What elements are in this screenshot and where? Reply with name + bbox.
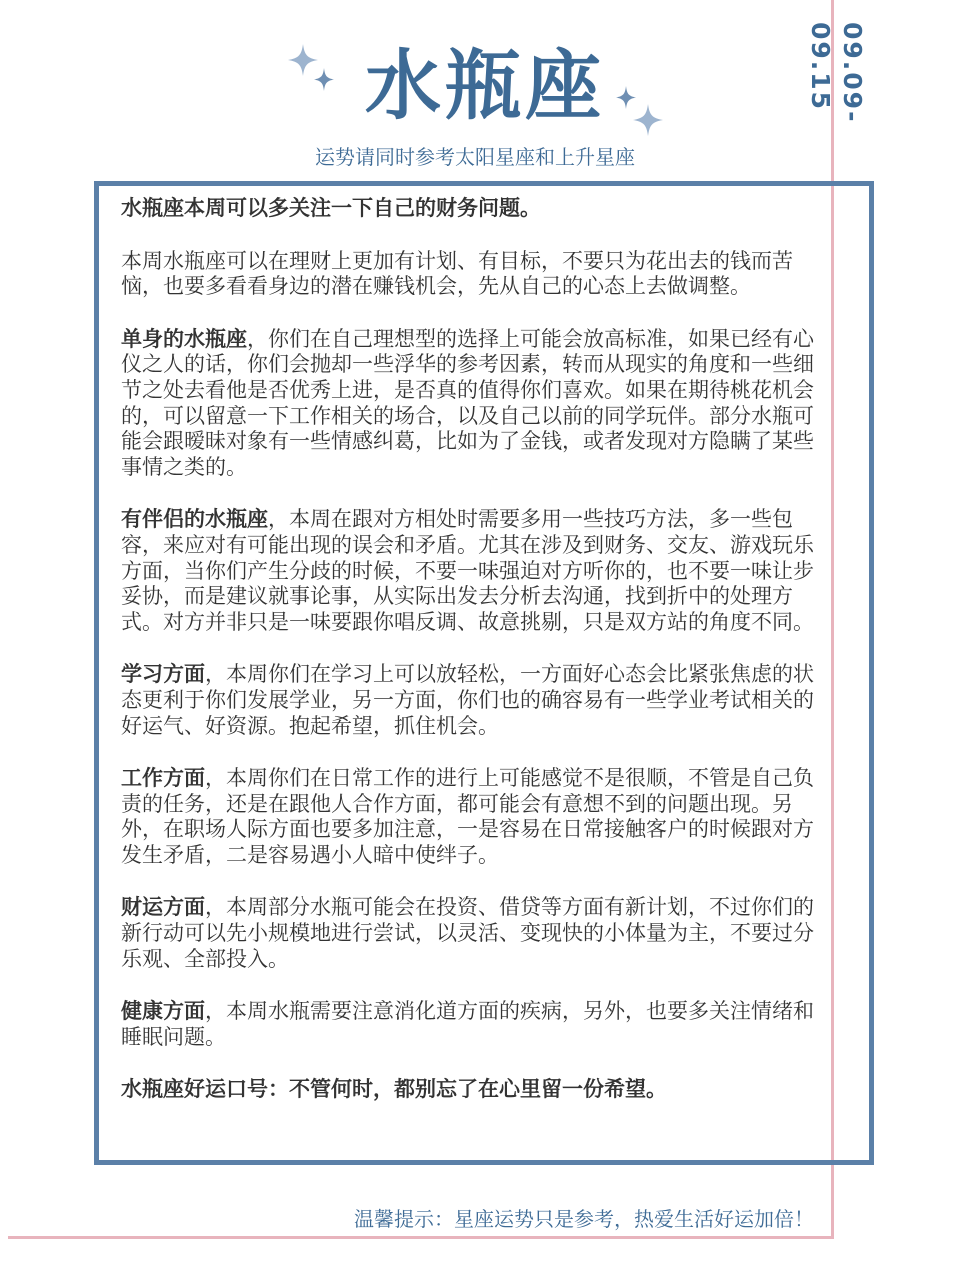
- page-title: 水瓶座: [365, 41, 605, 130]
- section-intro: 水瓶座本周可以多关注一下自己的财务问题。: [121, 196, 541, 220]
- section-wealth: 财运方面，本周部分水瓶可能会在投资、借贷等方面有新计划，不过你们的新行动可以先小规模地进行尝试，以灵活、变现快的小体量为主，不要过分乐观、全部投入。: [121, 895, 814, 971]
- footer-tip: 温馨提示：星座运势只是参考，热爱生活好运加倍！: [354, 1207, 814, 1231]
- subtitle: 运势请同时参考太阳星座和上升星座: [315, 145, 635, 169]
- horoscope-text: [121, 196, 817, 1130]
- section-partner: 有伴侣的水瓶座，本周在跟对方相处时需要多用一些技巧方法，多一些包容，来应对有可能出现的误会和矛盾。尤其在涉及到财务、交友、游戏玩乐方面，当你们产生分歧的时候，不要一味强迫对方听你的，也不要一味让步妥协，而是建议就事论事，从实际出发去分析去沟通，找到折中的处理方式。对方并非只是一味要跟你唱反调、故意挑剔，只是双方站的角度不同。: [121, 507, 814, 634]
- section-slogan: 水瓶座好运口号：不管何时，都别忘了在心里留一份希望。: [121, 1077, 667, 1102]
- section-health: 健康方面，本周水瓶需要注意消化道方面的疾病，另外，也要多关注情绪和睡眠问题。: [121, 999, 814, 1049]
- section-work: 工作方面，本周你们在日常工作的进行上可能感觉不是很顺，不管是自己负责的任务，还是在跟他人合作方面，都可能会有意想不到的问题出现。另外，在职场人际方面也要多加注意，一是容易在日常接触客户的时候跟对方发生矛盾，二是容易遇小人暗中使绊子。: [121, 766, 814, 867]
- section-study: 学习方面，本周你们在学习上可以放轻松，一方面好心态会比紧张焦虑的状态更利于你们发展学业，另一方面，你们也的确容易有一些学业考试相关的好运气、好资源。抱起希望，抓住机会。: [121, 662, 814, 738]
- section-finance-plan: 本周水瓶座可以在理财上更加有计划、有目标，不要只为花出去的钱而苦恼，也要多看看身边的潜在赚钱机会，先从自己的心态上去做调整。: [121, 248, 793, 299]
- sparkle-icon: [286, 42, 338, 98]
- section-single: 单身的水瓶座，你们在自己理想型的选择上可能会放高标准，如果已经有心仪之人的话，你们会抛却一些浮华的参考因素，转而从现实的角度和一些细节之处去看他是否优秀上进，是否真的值得你们喜欢。如果在期待桃花机会的，可以留意一下工作相关的场合，以及自己以前的同学玩伴。部分水瓶可能会跟暧昧对象有一些情感纠葛，比如为了金钱，或者发现对方隐瞒了某些事情之类的。: [121, 326, 814, 479]
- date-range: 09.09-09.15: [806, 22, 867, 124]
- pink-horizontal-line: [8, 1236, 834, 1239]
